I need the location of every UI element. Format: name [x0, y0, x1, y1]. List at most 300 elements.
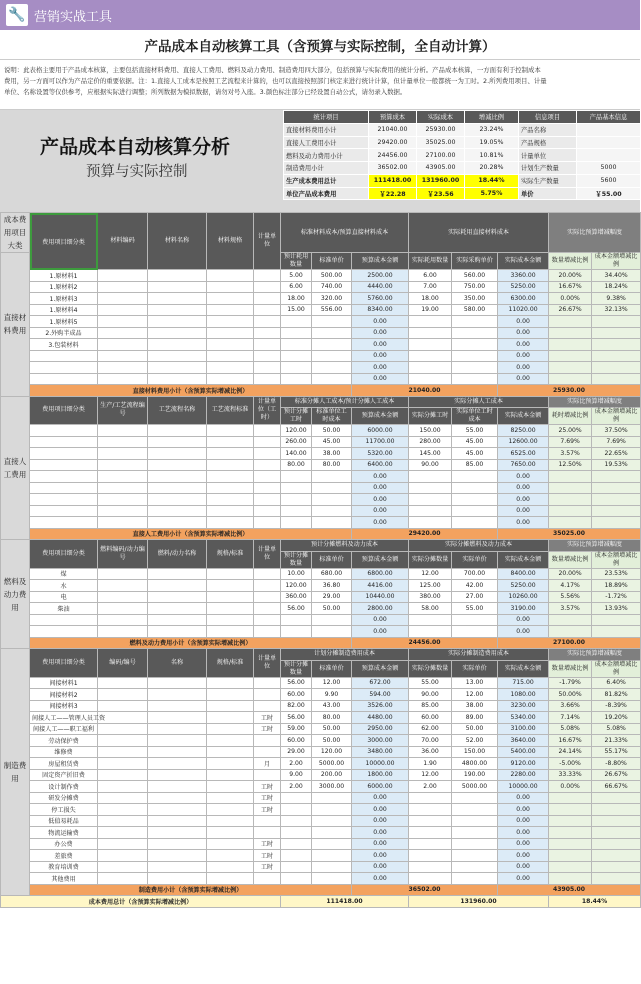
data-cell[interactable] — [207, 373, 254, 385]
data-cell[interactable]: 700.00 — [452, 568, 498, 580]
data-cell[interactable] — [281, 471, 312, 483]
data-cell[interactable] — [254, 873, 281, 885]
data-cell[interactable] — [98, 293, 148, 305]
data-cell[interactable] — [281, 873, 312, 885]
data-cell[interactable]: 6.00 — [281, 281, 312, 293]
data-cell[interactable] — [254, 362, 281, 374]
data-cell[interactable]: 工时 — [254, 781, 281, 793]
data-cell[interactable] — [254, 827, 281, 839]
data-cell[interactable] — [98, 580, 148, 592]
data-cell[interactable] — [281, 505, 312, 517]
data-cell[interactable] — [281, 339, 312, 351]
data-cell[interactable] — [148, 700, 207, 712]
data-cell[interactable] — [409, 804, 452, 816]
data-cell[interactable] — [281, 850, 312, 862]
data-cell[interactable] — [148, 689, 207, 701]
data-cell[interactable]: 50.00 — [312, 603, 352, 615]
data-cell[interactable] — [98, 459, 148, 471]
data-cell[interactable] — [207, 471, 254, 483]
data-cell[interactable] — [98, 735, 148, 747]
item-name-cell[interactable]: 低值易耗品 — [30, 815, 98, 827]
item-name-cell[interactable]: 劳动保护费 — [30, 735, 98, 747]
data-cell[interactable]: 50.00 — [312, 723, 352, 735]
data-cell[interactable] — [312, 373, 352, 385]
data-cell[interactable]: 5.00 — [281, 270, 312, 282]
item-name-cell[interactable]: 办公费 — [30, 838, 98, 850]
item-name-cell[interactable]: 房屋租赁费 — [30, 758, 98, 770]
data-cell[interactable] — [148, 568, 207, 580]
data-cell[interactable] — [254, 425, 281, 437]
subcategory-header[interactable]: 费用项目细分类 — [30, 213, 98, 270]
data-cell[interactable]: 56.00 — [281, 603, 312, 615]
item-name-cell[interactable]: 间接材料1 — [30, 677, 98, 689]
data-cell[interactable] — [148, 270, 207, 282]
data-cell[interactable]: 150.00 — [409, 425, 452, 437]
data-cell[interactable]: 80.00 — [281, 459, 312, 471]
item-name-cell[interactable] — [30, 494, 98, 506]
data-cell[interactable]: 15.00 — [281, 304, 312, 316]
data-cell[interactable] — [207, 591, 254, 603]
data-cell[interactable]: 59.00 — [281, 723, 312, 735]
data-cell[interactable] — [98, 850, 148, 862]
item-name-cell[interactable]: 1.原材料3 — [30, 293, 98, 305]
data-cell[interactable] — [254, 482, 281, 494]
data-cell[interactable] — [281, 494, 312, 506]
data-cell[interactable] — [409, 327, 452, 339]
data-cell[interactable] — [281, 517, 312, 529]
data-cell[interactable]: 工时 — [254, 723, 281, 735]
data-cell[interactable] — [207, 700, 254, 712]
data-cell[interactable]: 82.00 — [281, 700, 312, 712]
data-cell[interactable] — [207, 580, 254, 592]
data-cell[interactable] — [148, 448, 207, 460]
data-cell[interactable] — [281, 861, 312, 873]
data-cell[interactable] — [452, 792, 498, 804]
item-name-cell[interactable]: 固定资产折旧费 — [30, 769, 98, 781]
data-cell[interactable]: 56.00 — [281, 677, 312, 689]
data-cell[interactable] — [312, 494, 352, 506]
item-name-cell[interactable]: 1.原材料2 — [30, 281, 98, 293]
data-cell[interactable] — [148, 873, 207, 885]
data-cell[interactable] — [312, 327, 352, 339]
data-cell[interactable] — [148, 735, 207, 747]
data-cell[interactable] — [409, 827, 452, 839]
data-cell[interactable] — [254, 339, 281, 351]
data-cell[interactable] — [98, 861, 148, 873]
data-cell[interactable] — [207, 482, 254, 494]
data-cell[interactable] — [148, 861, 207, 873]
data-cell[interactable] — [98, 436, 148, 448]
data-cell[interactable] — [452, 482, 498, 494]
data-cell[interactable]: 56.00 — [281, 712, 312, 724]
data-cell[interactable] — [207, 723, 254, 735]
summary-value[interactable]: 5000 — [577, 162, 641, 175]
data-cell[interactable] — [148, 712, 207, 724]
data-cell[interactable] — [98, 373, 148, 385]
data-cell[interactable] — [452, 614, 498, 626]
data-cell[interactable] — [207, 505, 254, 517]
data-cell[interactable] — [452, 373, 498, 385]
data-cell[interactable]: 29.00 — [281, 746, 312, 758]
data-cell[interactable] — [148, 350, 207, 362]
item-name-cell[interactable] — [30, 373, 98, 385]
data-cell[interactable] — [98, 700, 148, 712]
data-cell[interactable] — [207, 815, 254, 827]
item-name-cell[interactable]: 其他费用 — [30, 873, 98, 885]
item-name-cell[interactable]: 1.原材料4 — [30, 304, 98, 316]
item-name-cell[interactable]: 设计制作费 — [30, 781, 98, 793]
data-cell[interactable] — [207, 850, 254, 862]
data-cell[interactable] — [254, 591, 281, 603]
data-cell[interactable] — [148, 505, 207, 517]
data-cell[interactable] — [281, 804, 312, 816]
data-cell[interactable] — [452, 316, 498, 328]
data-cell[interactable] — [207, 350, 254, 362]
data-cell[interactable] — [254, 293, 281, 305]
data-cell[interactable] — [207, 626, 254, 638]
data-cell[interactable] — [98, 362, 148, 374]
data-cell[interactable] — [312, 362, 352, 374]
data-cell[interactable]: 58.00 — [409, 603, 452, 615]
data-cell[interactable]: 45.00 — [312, 436, 352, 448]
data-cell[interactable]: 560.00 — [452, 270, 498, 282]
data-cell[interactable] — [254, 769, 281, 781]
data-cell[interactable] — [207, 517, 254, 529]
data-cell[interactable]: 36.00 — [409, 746, 452, 758]
data-cell[interactable] — [148, 626, 207, 638]
data-cell[interactable] — [98, 350, 148, 362]
data-cell[interactable]: 60.00 — [281, 689, 312, 701]
data-cell[interactable] — [148, 373, 207, 385]
data-cell[interactable] — [98, 603, 148, 615]
data-cell[interactable]: 750.00 — [452, 281, 498, 293]
data-cell[interactable] — [409, 471, 452, 483]
data-cell[interactable]: 42.00 — [452, 580, 498, 592]
data-cell[interactable]: 90.00 — [409, 689, 452, 701]
data-cell[interactable] — [409, 838, 452, 850]
data-cell[interactable]: 70.00 — [409, 735, 452, 747]
data-cell[interactable] — [452, 327, 498, 339]
data-cell[interactable] — [452, 494, 498, 506]
data-cell[interactable]: 120.00 — [312, 746, 352, 758]
data-cell[interactable] — [98, 781, 148, 793]
data-cell[interactable] — [207, 425, 254, 437]
data-cell[interactable] — [207, 362, 254, 374]
data-cell[interactable]: 45.00 — [452, 436, 498, 448]
data-cell[interactable]: 12.00 — [409, 568, 452, 580]
data-cell[interactable] — [254, 815, 281, 827]
data-cell[interactable] — [207, 448, 254, 460]
data-cell[interactable] — [207, 873, 254, 885]
data-cell[interactable] — [98, 517, 148, 529]
data-cell[interactable] — [281, 327, 312, 339]
item-name-cell[interactable]: 维修费 — [30, 746, 98, 758]
item-name-cell[interactable] — [30, 626, 98, 638]
data-cell[interactable] — [148, 494, 207, 506]
data-cell[interactable] — [207, 804, 254, 816]
data-cell[interactable] — [254, 304, 281, 316]
data-cell[interactable] — [148, 603, 207, 615]
data-cell[interactable]: 18.00 — [409, 293, 452, 305]
item-name-cell[interactable] — [30, 482, 98, 494]
item-name-cell[interactable] — [30, 517, 98, 529]
data-cell[interactable]: 190.00 — [452, 769, 498, 781]
data-cell[interactable] — [148, 482, 207, 494]
data-cell[interactable] — [254, 350, 281, 362]
data-cell[interactable]: 280.00 — [409, 436, 452, 448]
data-cell[interactable]: 200.00 — [312, 769, 352, 781]
data-cell[interactable]: 9.90 — [312, 689, 352, 701]
data-cell[interactable] — [452, 471, 498, 483]
data-cell[interactable] — [148, 758, 207, 770]
data-cell[interactable]: 3000.00 — [312, 781, 352, 793]
data-cell[interactable] — [409, 339, 452, 351]
data-cell[interactable] — [98, 425, 148, 437]
data-cell[interactable]: 2.00 — [409, 781, 452, 793]
data-cell[interactable] — [98, 723, 148, 735]
item-name-cell[interactable] — [30, 459, 98, 471]
item-name-cell[interactable] — [30, 471, 98, 483]
data-cell[interactable] — [312, 614, 352, 626]
data-cell[interactable]: 工时 — [254, 850, 281, 862]
data-cell[interactable] — [281, 838, 312, 850]
data-cell[interactable] — [207, 861, 254, 873]
data-cell[interactable] — [148, 591, 207, 603]
data-cell[interactable] — [98, 815, 148, 827]
data-cell[interactable]: 2.00 — [281, 781, 312, 793]
data-cell[interactable] — [148, 471, 207, 483]
data-cell[interactable] — [409, 350, 452, 362]
item-name-cell[interactable] — [30, 436, 98, 448]
data-cell[interactable] — [98, 448, 148, 460]
item-name-cell[interactable]: 研发分摊费 — [30, 792, 98, 804]
data-cell[interactable]: 10.00 — [281, 568, 312, 580]
data-cell[interactable] — [98, 591, 148, 603]
data-cell[interactable]: 120.00 — [281, 580, 312, 592]
data-cell[interactable] — [452, 626, 498, 638]
data-cell[interactable]: 360.00 — [281, 591, 312, 603]
summary-value[interactable]: 5600 — [577, 174, 641, 187]
data-cell[interactable] — [312, 626, 352, 638]
data-cell[interactable] — [98, 873, 148, 885]
data-cell[interactable]: 12.00 — [409, 769, 452, 781]
data-cell[interactable] — [254, 494, 281, 506]
item-name-cell[interactable]: 间接材料2 — [30, 689, 98, 701]
data-cell[interactable]: 120.00 — [281, 425, 312, 437]
data-cell[interactable]: 38.00 — [452, 700, 498, 712]
data-cell[interactable] — [148, 677, 207, 689]
data-cell[interactable] — [281, 316, 312, 328]
data-cell[interactable] — [409, 614, 452, 626]
data-cell[interactable]: 9.00 — [281, 769, 312, 781]
data-cell[interactable]: 50.00 — [312, 425, 352, 437]
data-cell[interactable]: 145.00 — [409, 448, 452, 460]
data-cell[interactable]: 50.00 — [312, 735, 352, 747]
data-cell[interactable] — [207, 293, 254, 305]
data-cell[interactable] — [312, 861, 352, 873]
data-cell[interactable] — [207, 712, 254, 724]
data-cell[interactable] — [254, 373, 281, 385]
data-cell[interactable] — [452, 873, 498, 885]
data-cell[interactable]: 740.00 — [312, 281, 352, 293]
data-cell[interactable] — [312, 339, 352, 351]
item-name-cell[interactable] — [30, 448, 98, 460]
data-cell[interactable] — [98, 471, 148, 483]
data-cell[interactable]: 工时 — [254, 712, 281, 724]
data-cell[interactable]: 5000.00 — [312, 758, 352, 770]
data-cell[interactable] — [148, 850, 207, 862]
data-cell[interactable] — [254, 436, 281, 448]
data-cell[interactable] — [148, 339, 207, 351]
data-cell[interactable]: 90.00 — [409, 459, 452, 471]
data-cell[interactable]: 85.00 — [409, 700, 452, 712]
data-cell[interactable]: 85.00 — [452, 459, 498, 471]
item-name-cell[interactable]: 煤 — [30, 568, 98, 580]
data-cell[interactable]: 500.00 — [312, 270, 352, 282]
data-cell[interactable] — [409, 626, 452, 638]
data-cell[interactable] — [98, 568, 148, 580]
item-name-cell[interactable] — [30, 505, 98, 517]
data-cell[interactable] — [148, 362, 207, 374]
data-cell[interactable] — [254, 517, 281, 529]
data-cell[interactable] — [452, 362, 498, 374]
data-cell[interactable] — [254, 327, 281, 339]
data-cell[interactable] — [409, 873, 452, 885]
data-cell[interactable] — [281, 815, 312, 827]
data-cell[interactable]: 29.00 — [312, 591, 352, 603]
data-cell[interactable] — [148, 781, 207, 793]
data-cell[interactable] — [207, 769, 254, 781]
data-cell[interactable] — [254, 580, 281, 592]
data-cell[interactable] — [98, 712, 148, 724]
data-cell[interactable] — [207, 792, 254, 804]
item-name-cell[interactable]: 差旅费 — [30, 850, 98, 862]
data-cell[interactable] — [409, 482, 452, 494]
data-cell[interactable] — [98, 614, 148, 626]
data-cell[interactable] — [148, 436, 207, 448]
data-cell[interactable] — [312, 505, 352, 517]
item-name-cell[interactable]: 物流运输费 — [30, 827, 98, 839]
data-cell[interactable] — [281, 626, 312, 638]
data-cell[interactable] — [98, 281, 148, 293]
data-cell[interactable] — [281, 792, 312, 804]
summary-value[interactable]: ￥55.00 — [577, 187, 641, 200]
data-cell[interactable] — [148, 281, 207, 293]
data-cell[interactable] — [312, 827, 352, 839]
data-cell[interactable] — [98, 804, 148, 816]
data-cell[interactable]: 38.00 — [312, 448, 352, 460]
item-name-cell[interactable]: 1.原材料5 — [30, 316, 98, 328]
data-cell[interactable]: 80.00 — [312, 712, 352, 724]
data-cell[interactable] — [207, 459, 254, 471]
data-cell[interactable] — [254, 471, 281, 483]
data-cell[interactable]: 55.00 — [452, 425, 498, 437]
data-cell[interactable] — [98, 626, 148, 638]
data-cell[interactable] — [98, 827, 148, 839]
data-cell[interactable]: 80.00 — [312, 459, 352, 471]
data-cell[interactable] — [207, 614, 254, 626]
data-cell[interactable] — [98, 505, 148, 517]
data-cell[interactable] — [207, 316, 254, 328]
item-name-cell[interactable]: 2.外购半成品 — [30, 327, 98, 339]
data-cell[interactable]: 1.90 — [409, 758, 452, 770]
data-cell[interactable] — [312, 517, 352, 529]
data-cell[interactable] — [312, 316, 352, 328]
data-cell[interactable] — [207, 827, 254, 839]
data-cell[interactable] — [254, 316, 281, 328]
data-cell[interactable] — [281, 362, 312, 374]
data-cell[interactable] — [207, 603, 254, 615]
item-name-cell[interactable]: 教育培训费 — [30, 861, 98, 873]
data-cell[interactable] — [98, 494, 148, 506]
data-cell[interactable] — [207, 327, 254, 339]
data-cell[interactable] — [148, 293, 207, 305]
data-cell[interactable] — [312, 482, 352, 494]
data-cell[interactable]: 月 — [254, 758, 281, 770]
item-name-cell[interactable]: 3.包装材料 — [30, 339, 98, 351]
data-cell[interactable] — [98, 758, 148, 770]
data-cell[interactable]: 580.00 — [452, 304, 498, 316]
item-name-cell[interactable]: 间接材料3 — [30, 700, 98, 712]
data-cell[interactable] — [98, 270, 148, 282]
data-cell[interactable] — [452, 804, 498, 816]
data-cell[interactable] — [207, 677, 254, 689]
data-cell[interactable] — [254, 746, 281, 758]
data-cell[interactable] — [409, 861, 452, 873]
data-cell[interactable]: 125.00 — [409, 580, 452, 592]
data-cell[interactable] — [254, 568, 281, 580]
data-cell[interactable] — [312, 471, 352, 483]
data-cell[interactable] — [312, 350, 352, 362]
item-name-cell[interactable]: 水 — [30, 580, 98, 592]
data-cell[interactable] — [254, 505, 281, 517]
data-cell[interactable] — [207, 735, 254, 747]
data-cell[interactable] — [254, 448, 281, 460]
data-cell[interactable]: 2.00 — [281, 758, 312, 770]
data-cell[interactable] — [281, 827, 312, 839]
data-cell[interactable]: 55.00 — [409, 677, 452, 689]
data-cell[interactable]: 89.00 — [452, 712, 498, 724]
data-cell[interactable]: 140.00 — [281, 448, 312, 460]
data-cell[interactable]: 556.00 — [312, 304, 352, 316]
data-cell[interactable]: 工时 — [254, 792, 281, 804]
data-cell[interactable] — [281, 350, 312, 362]
data-cell[interactable]: 27.00 — [452, 591, 498, 603]
data-cell[interactable] — [98, 769, 148, 781]
data-cell[interactable] — [98, 304, 148, 316]
data-cell[interactable] — [207, 304, 254, 316]
data-cell[interactable] — [254, 689, 281, 701]
data-cell[interactable] — [409, 362, 452, 374]
data-cell[interactable] — [254, 700, 281, 712]
data-cell[interactable]: 工时 — [254, 861, 281, 873]
data-cell[interactable] — [148, 746, 207, 758]
data-cell[interactable] — [98, 316, 148, 328]
data-cell[interactable] — [254, 626, 281, 638]
data-cell[interactable] — [207, 339, 254, 351]
item-name-cell[interactable]: 间接人工——管理人员工资 — [30, 712, 98, 724]
data-cell[interactable] — [452, 815, 498, 827]
data-cell[interactable] — [281, 373, 312, 385]
data-cell[interactable] — [148, 425, 207, 437]
data-cell[interactable] — [452, 827, 498, 839]
data-cell[interactable] — [207, 746, 254, 758]
data-cell[interactable] — [207, 781, 254, 793]
data-cell[interactable]: 62.00 — [409, 723, 452, 735]
data-cell[interactable] — [312, 792, 352, 804]
data-cell[interactable] — [148, 316, 207, 328]
data-cell[interactable] — [207, 281, 254, 293]
